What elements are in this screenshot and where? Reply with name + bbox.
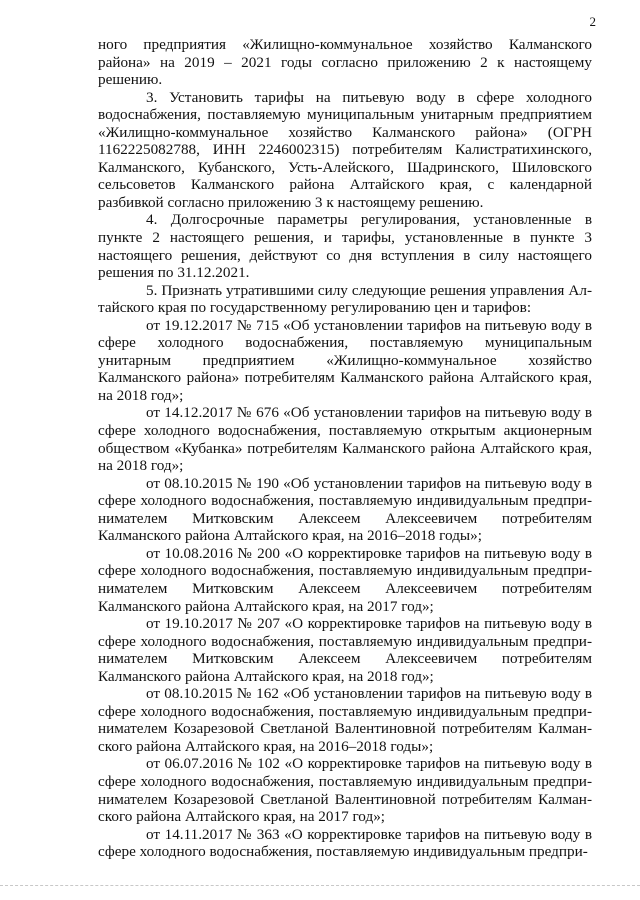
document-body — [98, 36, 592, 861]
repealed-decision-363: от 14.11.2017 № 363 «О корректировке тарифов на питьевую воду в сфере холодного водоснабжения, поставляемую индивидуальным предпри- — [98, 825, 592, 861]
repealed-decision-102: от 06.07.2016 № 102 «О корректировке тарифов на питьевую воду в сфере холодного водоснабжения, поставляемую индивидуальным предпринимателем Козарезовой Светланой Валентиновной потребителям Калманского района Алтайского края, на 2017 год»; — [98, 755, 592, 826]
repealed-decision-200: от 10.08.2016 № 200 «О корректировке тарифов на питьевую воду в сфере холодного водоснабжения, поставляемую индивидуальным предпринимателем Митковским Алексеем Алексеевичем потребителям Калманского района Алтайского края, на 2017 год»; — [98, 544, 592, 615]
repealed-decision-162: от 08.10.2015 № 162 «Об установлении тарифов на питьевую воду в сфере холодного водоснабжения, поставляемую индивидуальным предпринимателем Козарезовой Светланой Валентиновной потребителям Калманского района Алтайского края, на 2016–2018 годы»; — [98, 685, 592, 755]
repealed-decision-190: от 08.10.2015 № 190 «Об установлении тарифов на питьевую воду в сфере холодного водоснабжения, поставляемую индивидуальным предпринимателем Митковским Алексеем Алексеевичем потребителям Калманского района Алтайского края, на 2016–2018 годы»; — [98, 474, 592, 545]
page-bottom-edge — [0, 885, 640, 886]
paragraph-item-4: 4. Долгосрочные параметры регулирования, установленные в пункте 2 настоящего решения, и тарифы, установленные в пункте 3 настоящего решения, действуют со дня вступления в силу настоящего решения по 31.12.2021. — [98, 211, 592, 282]
paragraph-item-3: 3. Установить тарифы на питьевую воду в сфере холодного водоснабжения, поставляемую муниципальным унитарным предприятием «Жилищно-коммунальное хозяйство Калманского района» (ОГРН 1162225082788, ИНН 2246002315) потребителям Калистратихинского, Калманского, Кубанского, Усть-Алейского, Шадринского, Шиловского сельсоветов Калманского района Алтайского края, с календарной разбивкой согласно приложению 3 к настоящему решению. — [98, 88, 592, 211]
repealed-decision-207: от 19.10.2017 № 207 «О корректировке тарифов на питьевую воду в сфере холодного водоснабжения, поставляемую индивидуальным предпринимателем Митковским Алексеем Алексеевичем потребителям Калманского района Алтайского края, на 2018 год»; — [98, 615, 592, 685]
repealed-decision-715: от 19.12.2017 № 715 «Об установлении тарифов на питьевую воду в сфере холодного водоснабжения, поставляемую муниципальным унитарным предприятием «Жилищно-коммунальное хозяйство Калманского района» потребителям Калманского района Алтайского края, на 2018 год»; — [98, 316, 592, 404]
page-number: 2 — [589, 14, 596, 29]
repealed-decision-676: от 14.12.2017 № 676 «Об установлении тарифов на питьевую воду в сфере холодного водоснабжения, поставляемую открытым акционерным обществом «Кубанка» потребителям Калманского района Алтайского края, на 2018 год»; — [98, 404, 592, 475]
paragraph-item-5: 5. Признать утратившими силу следующие решения управления Алтайского края по государственному регулированию цен и тарифов: — [98, 281, 592, 317]
paragraph-continuation: ного предприятия «Жилищно-коммунальное хозяйство Калманского района» на 2019 – 2021 годы согласно приложению 2 к настоящему решению. — [98, 36, 592, 89]
